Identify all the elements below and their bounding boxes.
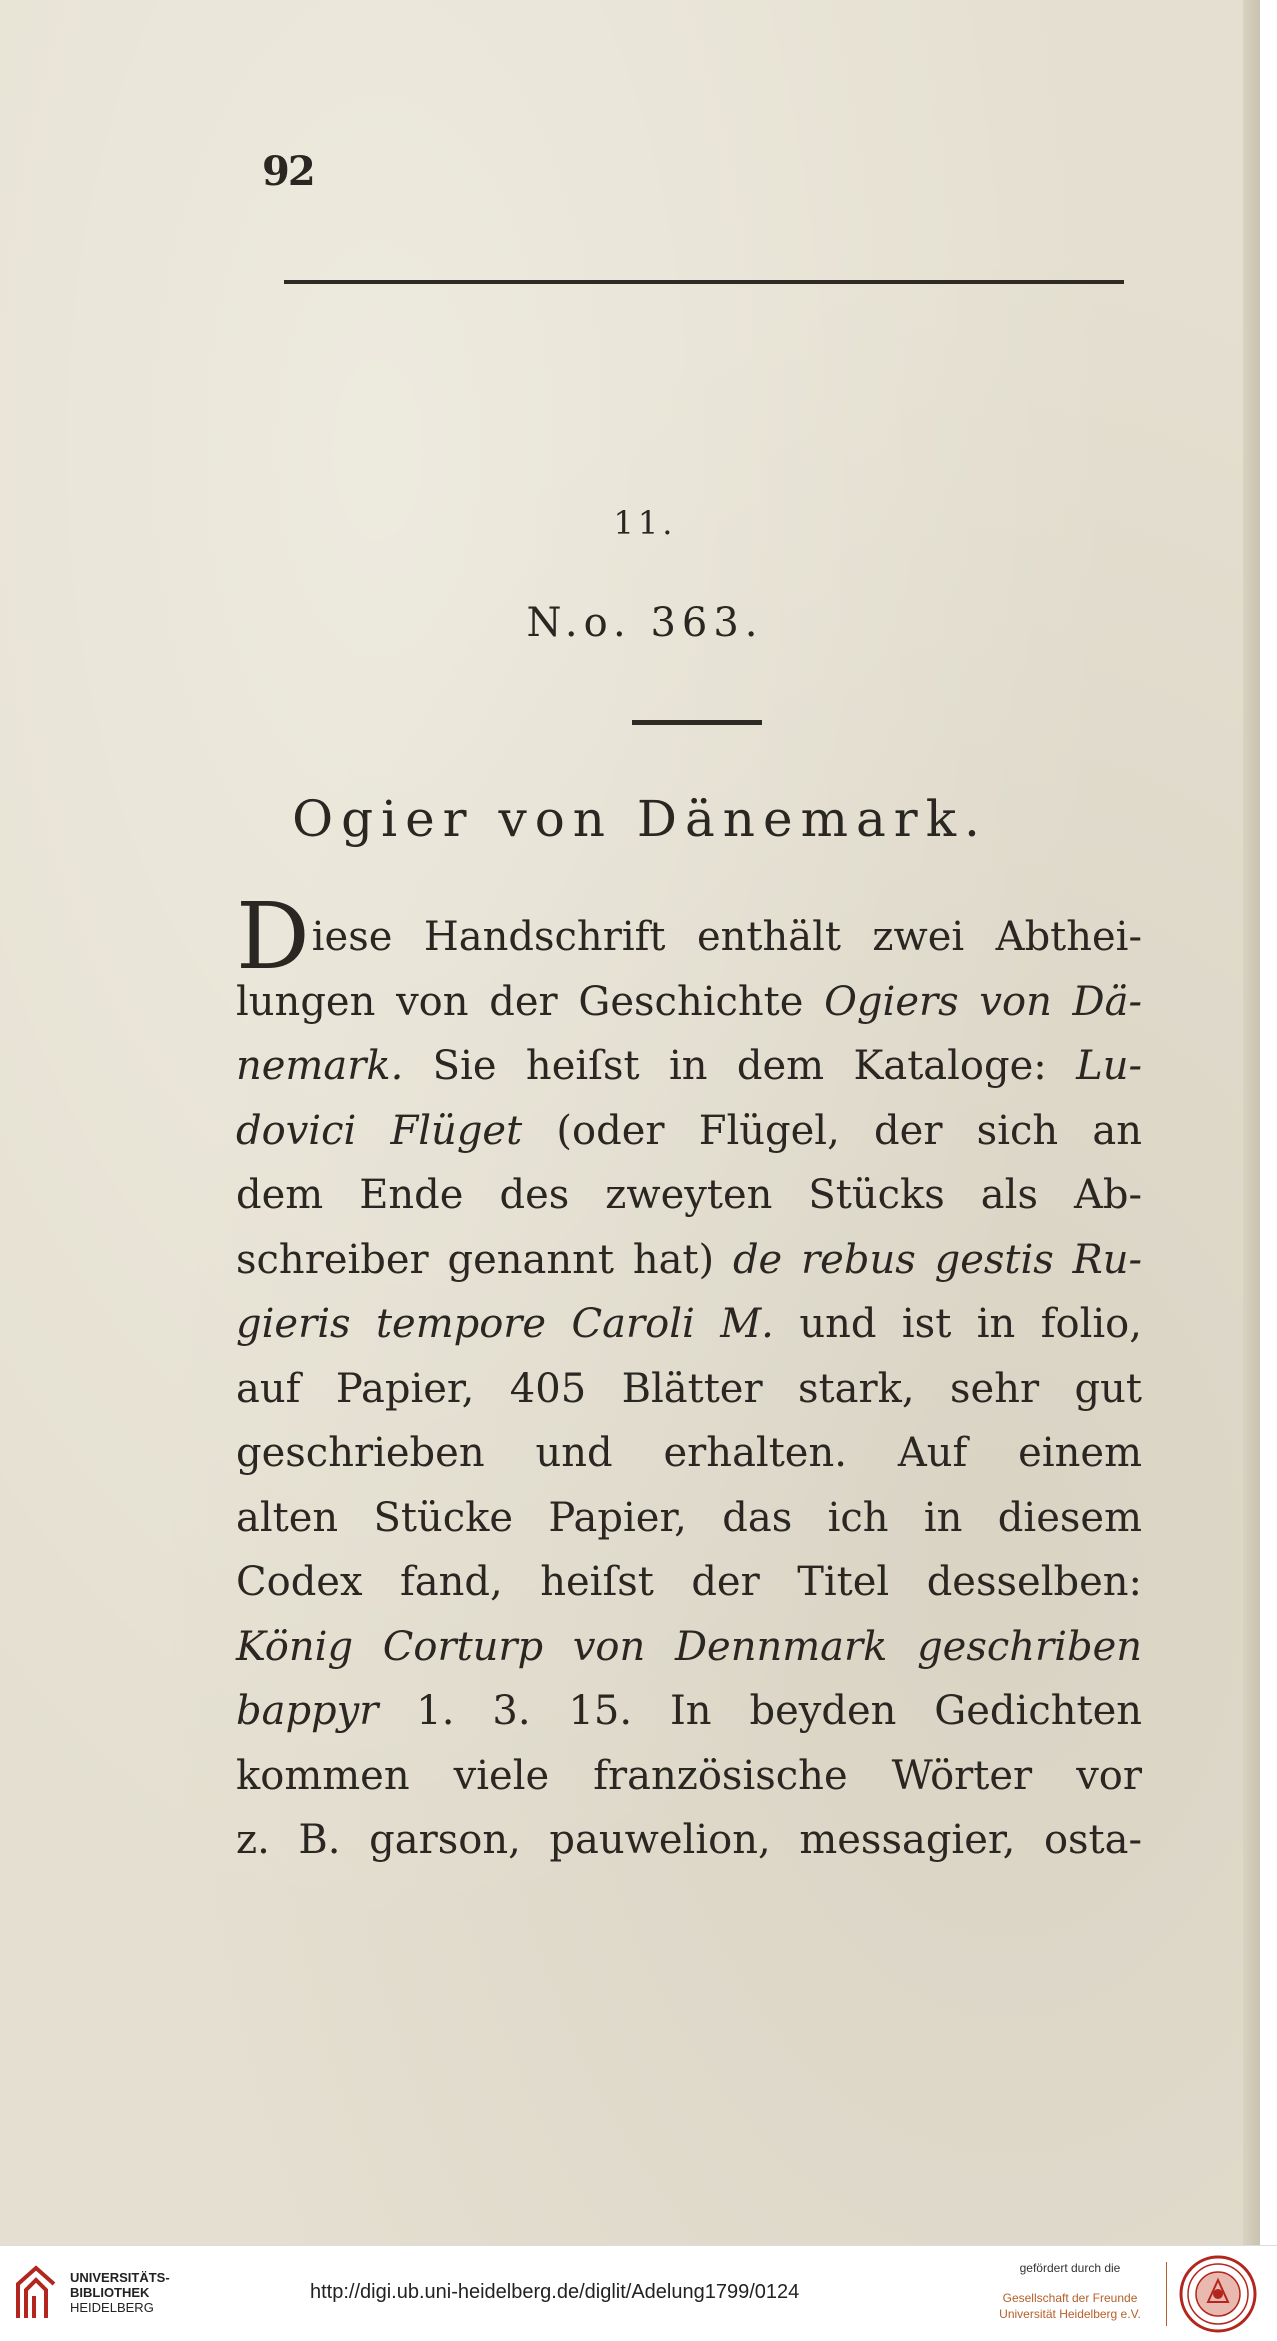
body-text <box>236 883 1143 1873</box>
library-logo-icon[interactable] <box>14 2264 58 2322</box>
italic-text: dovici Flüget <box>236 1107 523 1154</box>
permalink-url[interactable]: http://digi.ub.uni-heidelberg.de/diglit/Adelung1799/0124 <box>310 2281 800 2303</box>
italic-text: bappyr <box>236 1688 379 1734</box>
text-line <box>236 1228 1142 1293</box>
roman-text: dem Ende des zweyten Stücks als Ab- <box>236 1172 1142 1218</box>
text-line <box>236 1615 1142 1680</box>
roman-text: Sie heiſst in dem Kataloge: <box>403 1043 1077 1089</box>
text-line <box>236 1292 1142 1357</box>
text-line <box>236 1163 1142 1228</box>
sponsor-line1: gefördert durch die <box>1019 2261 1121 2275</box>
page-edge <box>1243 0 1260 2245</box>
drop-cap: D <box>236 883 310 990</box>
chapter-title: Ogier von Dänemark. <box>292 790 988 848</box>
footer-bar <box>0 2245 1277 2341</box>
italic-text: nemark. <box>236 1043 404 1089</box>
italic-text: König Corturp von Dennmark geschriben <box>236 1623 1142 1670</box>
text-line <box>236 883 1142 990</box>
text-line <box>236 1421 1142 1486</box>
text-line <box>236 1357 1142 1422</box>
text-line <box>236 1099 1142 1164</box>
text-line <box>236 1679 1142 1744</box>
roman-text: 1. 3. 15. In beyden Gedichten <box>378 1688 1142 1734</box>
entry-number: N.o. 363. <box>526 600 764 646</box>
university-seal-icon[interactable] <box>1178 2254 1258 2334</box>
library-name-line1: UNIVERSITÄTS- <box>70 2270 170 2285</box>
roman-text: kommen viele französische Wörter vor <box>236 1752 1142 1799</box>
header-rule <box>284 280 1124 284</box>
text-line <box>236 1550 1142 1615</box>
roman-text: iese Handschrift enthält zwei Abthei- <box>311 914 1142 960</box>
roman-text: Codex fand, heiſst der Titel desselben: <box>236 1559 1142 1605</box>
roman-text: geschrieben und erhalten. Auf einem <box>236 1430 1142 1476</box>
text-line <box>236 1808 1142 1873</box>
section-number: 11. <box>613 504 677 542</box>
library-name-line2: BIBLIOTHEK <box>70 2285 150 2300</box>
roman-text: alten Stücke Papier, das ich in diesem <box>236 1494 1142 1541</box>
italic-text: Ogiers von Dä- <box>824 978 1142 1025</box>
text-line <box>236 970 1142 1035</box>
roman-text: schreiber genannt hat) <box>236 1236 733 1283</box>
footer-divider <box>1166 2262 1167 2326</box>
italic-text: Lu- <box>1076 1043 1142 1089</box>
page-number: 92 <box>262 148 314 195</box>
sponsor-block[interactable] <box>980 2260 1160 2322</box>
text-line <box>236 1034 1142 1099</box>
roman-text: und ist in folio, <box>773 1301 1142 1347</box>
text-line <box>236 1486 1142 1551</box>
roman-text: lungen von der Geschichte <box>236 978 825 1025</box>
sponsor-line3: Universität Heidelberg e.V. <box>999 2307 1141 2321</box>
italic-text: de rebus gestis Ru- <box>732 1236 1143 1283</box>
roman-text: auf Papier, 405 Blätter stark, sehr gut <box>236 1365 1142 1412</box>
sponsor-line2: Gesellschaft der Freunde <box>1002 2291 1138 2305</box>
roman-text: z. B. garson, pauwelion, messagier, osta- <box>236 1817 1142 1863</box>
library-name-line3: HEIDELBERG <box>70 2300 154 2315</box>
text-line <box>236 1744 1142 1809</box>
library-name[interactable] <box>70 2270 170 2315</box>
title-rule <box>632 720 762 725</box>
roman-text: (oder Flügel, der sich an <box>522 1107 1142 1154</box>
italic-text: gieris tempore Caroli M. <box>236 1301 774 1347</box>
